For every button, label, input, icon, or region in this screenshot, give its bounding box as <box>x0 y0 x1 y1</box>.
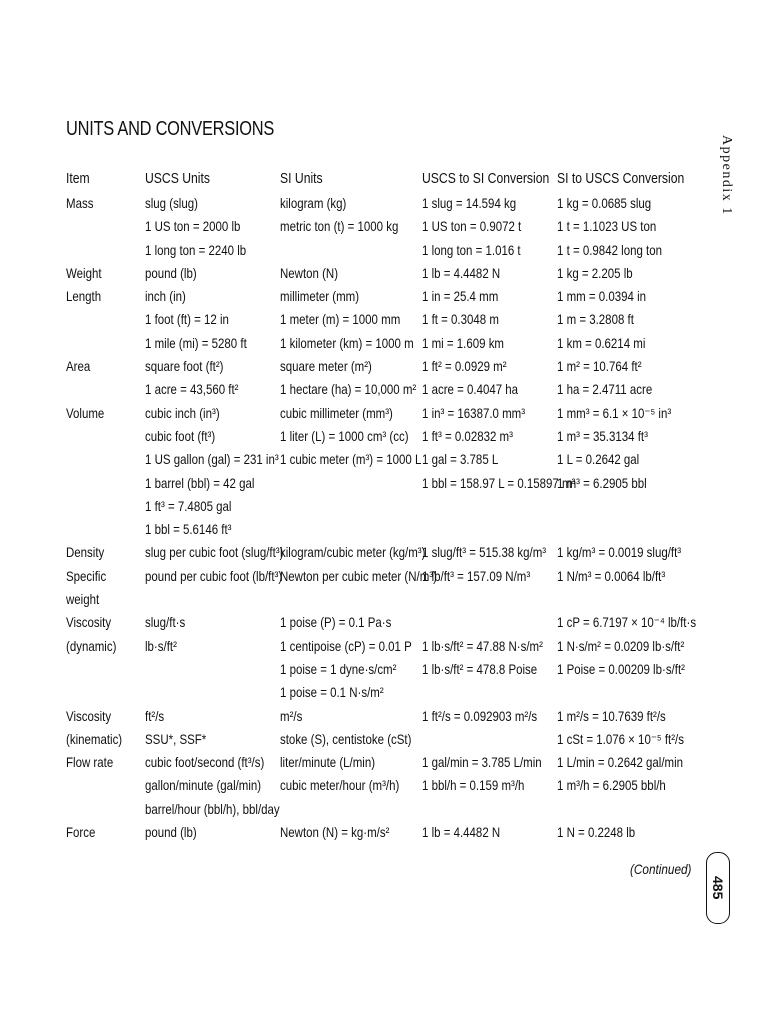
cell-uscs-to-si: 1 in³ = 16387.0 mm³ <box>422 404 526 421</box>
cell-si-to-uscs: 1 mm = 0.0394 in <box>557 288 647 305</box>
cell-uscs-units: slug per cubic foot (slug/ft³) <box>145 544 284 561</box>
cell-si-to-uscs: 1 N·s/m² = 0.0209 lb·s/ft² <box>557 637 685 654</box>
cell-si-units: metric ton (t) = 1000 kg <box>280 218 399 235</box>
cell-si-units: square meter (m²) <box>280 358 372 375</box>
table-row <box>0 684 768 707</box>
cell-si-units: 1 centipoise (cP) = 0.01 P <box>280 637 412 654</box>
table-row <box>0 428 768 451</box>
cell-item: Viscosity <box>66 707 112 724</box>
cell-si-units: cubic millimeter (mm³) <box>280 404 393 421</box>
cell-uscs-units: 1 ft³ = 7.4805 gal <box>145 497 232 514</box>
table-row <box>0 801 768 824</box>
header-si-units: SI Units <box>280 171 323 187</box>
cell-si-units: 1 poise (P) = 0.1 Pa·s <box>280 614 392 631</box>
cell-si-units: Newton per cubic meter (N/m³) <box>280 567 437 584</box>
cell-si-units: millimeter (mm) <box>280 288 360 305</box>
conversion-table <box>0 195 768 847</box>
cell-uscs-to-si: 1 ft³ = 0.02832 m³ <box>422 427 513 444</box>
cell-si-to-uscs: 1 kg = 2.205 lb <box>557 264 633 281</box>
header-uscs-units: USCS Units <box>145 171 210 187</box>
cell-si-units: 1 hectare (ha) = 10,000 m² <box>280 381 417 398</box>
table-row <box>0 265 768 288</box>
cell-item: Flow rate <box>66 754 114 771</box>
cell-item: Force <box>66 824 96 841</box>
cell-si-units: stoke (S), centistoke (cSt) <box>280 730 412 747</box>
cell-uscs-units: 1 foot (ft) = 12 in <box>145 311 229 328</box>
page-number: 485 <box>710 876 726 900</box>
cell-uscs-to-si: 1 lb/ft³ = 157.09 N/m³ <box>422 567 531 584</box>
table-row <box>0 731 768 754</box>
table-row <box>0 405 768 428</box>
cell-si-to-uscs: 1 Poise = 0.00209 lb·s/ft² <box>557 660 685 677</box>
cell-uscs-units: pound (lb) <box>145 824 197 841</box>
cell-item: Area <box>66 358 91 375</box>
cell-si-units: 1 kilometer (km) = 1000 m <box>280 334 414 351</box>
table-row <box>0 311 768 334</box>
page-title: UNITS AND CONVERSIONS <box>66 118 275 140</box>
cell-item: Length <box>66 288 102 305</box>
cell-item: Density <box>66 544 105 561</box>
cell-uscs-units: cubic inch (in³) <box>145 404 220 421</box>
cell-uscs-to-si: 1 ft² = 0.0929 m² <box>422 358 507 375</box>
table-row <box>0 475 768 498</box>
cell-si-to-uscs: 1 mm³ = 6.1 × 10⁻⁵ in³ <box>557 404 672 421</box>
cell-si-to-uscs: 1 N = 0.2248 lb <box>557 824 636 841</box>
header-si-to-uscs: SI to USCS Conversion <box>557 171 685 187</box>
table-row <box>0 614 768 637</box>
cell-si-units: Newton (N) = kg·m/s² <box>280 824 390 841</box>
table-row <box>0 498 768 521</box>
cell-uscs-units: lb·s/ft² <box>145 637 177 654</box>
cell-uscs-units: 1 US ton = 2000 lb <box>145 218 241 235</box>
cell-uscs-units: inch (in) <box>145 288 186 305</box>
cell-si-to-uscs: 1 L = 0.2642 gal <box>557 451 640 468</box>
cell-uscs-units: slug/ft·s <box>145 614 186 631</box>
cell-item: (kinematic) <box>66 730 123 747</box>
header-uscs-to-si: USCS to SI Conversion <box>422 171 550 187</box>
cell-si-units: m²/s <box>280 707 303 724</box>
cell-uscs-to-si: 1 US ton = 0.9072 t <box>422 218 522 235</box>
cell-uscs-to-si: 1 bbl/h = 0.159 m³/h <box>422 777 525 794</box>
cell-uscs-units: 1 long ton = 2240 lb <box>145 241 247 258</box>
cell-si-to-uscs: 1 t = 1.1023 US ton <box>557 218 657 235</box>
cell-si-to-uscs: 1 m² = 10.764 ft² <box>557 358 642 375</box>
cell-si-units: 1 meter (m) = 1000 mm <box>280 311 401 328</box>
cell-item: weight <box>66 591 100 608</box>
cell-uscs-units: cubic foot/second (ft³/s) <box>145 754 265 771</box>
cell-item: Viscosity <box>66 614 112 631</box>
cell-si-to-uscs: 1 m = 3.2808 ft <box>557 311 634 328</box>
table-row <box>0 708 768 731</box>
table-row <box>0 661 768 684</box>
table-row <box>0 544 768 567</box>
cell-uscs-to-si: 1 gal/min = 3.785 L/min <box>422 754 542 771</box>
page-number-tab <box>706 852 730 924</box>
cell-si-units: kilogram (kg) <box>280 195 347 211</box>
table-row <box>0 381 768 404</box>
cell-uscs-to-si: 1 bbl = 158.97 L = 0.15897 m³ <box>422 474 576 491</box>
cell-si-to-uscs: 1 m²/s = 10.7639 ft²/s <box>557 707 666 724</box>
cell-si-units: Newton (N) <box>280 264 339 281</box>
cell-uscs-units: 1 US gallon (gal) = 231 in³ <box>145 451 279 468</box>
cell-uscs-to-si: 1 ft = 0.3048 m <box>422 311 499 328</box>
cell-uscs-to-si: 1 long ton = 1.016 t <box>422 241 521 258</box>
cell-uscs-to-si: 1 acre = 0.4047 ha <box>422 381 519 398</box>
cell-si-to-uscs: 1 kg = 0.0685 slug <box>557 195 652 211</box>
cell-uscs-to-si: 1 lb = 4.4482 N <box>422 824 501 841</box>
cell-si-units: 1 liter (L) = 1000 cm³ (cc) <box>280 427 409 444</box>
table-row <box>0 754 768 777</box>
cell-uscs-to-si: 1 lb = 4.4482 N <box>422 264 501 281</box>
cell-uscs-units: SSU*, SSF* <box>145 730 207 747</box>
cell-si-units: liter/minute (L/min) <box>280 754 376 771</box>
table-row <box>0 777 768 800</box>
cell-si-to-uscs: 1 N/m³ = 0.0064 lb/ft³ <box>557 567 666 584</box>
cell-si-units: 1 poise = 0.1 N·s/m² <box>280 684 384 701</box>
cell-uscs-units: gallon/minute (gal/min) <box>145 777 262 794</box>
table-row <box>0 335 768 358</box>
table-row <box>0 638 768 661</box>
cell-uscs-to-si: 1 in = 25.4 mm <box>422 288 499 305</box>
table-row <box>0 451 768 474</box>
cell-item: Weight <box>66 264 102 281</box>
cell-item: Volume <box>66 404 105 421</box>
cell-si-to-uscs: 1 m³/h = 6.2905 bbl/h <box>557 777 666 794</box>
cell-uscs-to-si: 1 slug = 14.594 kg <box>422 195 517 211</box>
cell-si-units: 1 poise = 1 dyne·s/cm² <box>280 660 397 677</box>
cell-uscs-units: ft²/s <box>145 707 165 724</box>
cell-uscs-units: cubic foot (ft³) <box>145 427 216 444</box>
table-row <box>0 824 768 847</box>
cell-si-to-uscs: 1 kg/m³ = 0.0019 slug/ft³ <box>557 544 682 561</box>
continued-note: (Continued) <box>630 861 692 877</box>
cell-si-to-uscs: 1 m³ = 35.3134 ft³ <box>557 427 648 444</box>
cell-item: Mass <box>66 195 94 211</box>
cell-item: Specific <box>66 567 107 584</box>
header-item: Item <box>66 171 90 187</box>
cell-si-units: kilogram/cubic meter (kg/m³) <box>280 544 426 561</box>
cell-uscs-units: 1 mile (mi) = 5280 ft <box>145 334 247 351</box>
cell-uscs-units: 1 bbl = 5.6146 ft³ <box>145 521 232 538</box>
cell-si-to-uscs: 1 ha = 2.4711 acre <box>557 381 653 398</box>
cell-uscs-to-si: 1 lb·s/ft² = 47.88 N·s/m² <box>422 637 543 654</box>
cell-si-to-uscs: 1 m³ = 6.2905 bbl <box>557 474 647 491</box>
cell-si-to-uscs: 1 km = 0.6214 mi <box>557 334 646 351</box>
cell-uscs-units: pound (lb) <box>145 264 197 281</box>
cell-uscs-to-si: 1 gal = 3.785 L <box>422 451 499 468</box>
cell-uscs-units: 1 acre = 43,560 ft² <box>145 381 239 398</box>
table-row <box>0 242 768 265</box>
cell-uscs-units: square foot (ft²) <box>145 358 224 375</box>
table-row <box>0 288 768 311</box>
appendix-label: Appendix 1 <box>719 135 734 216</box>
cell-si-to-uscs: 1 cSt = 1.076 × 10⁻⁵ ft²/s <box>557 730 684 747</box>
cell-uscs-units: 1 barrel (bbl) = 42 gal <box>145 474 255 491</box>
cell-uscs-to-si: 1 slug/ft³ = 515.38 kg/m³ <box>422 544 547 561</box>
cell-uscs-units: barrel/hour (bbl/h), bbl/day <box>145 800 280 817</box>
table-row <box>0 195 768 218</box>
cell-uscs-to-si: 1 lb·s/ft² = 478.8 Poise <box>422 660 538 677</box>
cell-si-units: cubic meter/hour (m³/h) <box>280 777 400 794</box>
cell-uscs-units: pound per cubic foot (lb/ft³) <box>145 567 283 584</box>
cell-si-to-uscs: 1 cP = 6.7197 × 10⁻⁴ lb/ft·s <box>557 614 697 631</box>
cell-item: (dynamic) <box>66 637 117 654</box>
table-row <box>0 218 768 241</box>
cell-si-units: 1 cubic meter (m³) = 1000 L <box>280 451 422 468</box>
cell-si-to-uscs: 1 t = 0.9842 long ton <box>557 241 663 258</box>
table-row <box>0 521 768 544</box>
table-row <box>0 591 768 614</box>
cell-uscs-to-si: 1 ft²/s = 0.092903 m²/s <box>422 707 538 724</box>
table-row <box>0 358 768 381</box>
cell-si-to-uscs: 1 L/min = 0.2642 gal/min <box>557 754 684 771</box>
table-row <box>0 568 768 591</box>
cell-uscs-units: slug (slug) <box>145 195 198 211</box>
cell-uscs-to-si: 1 mi = 1.609 km <box>422 334 504 351</box>
